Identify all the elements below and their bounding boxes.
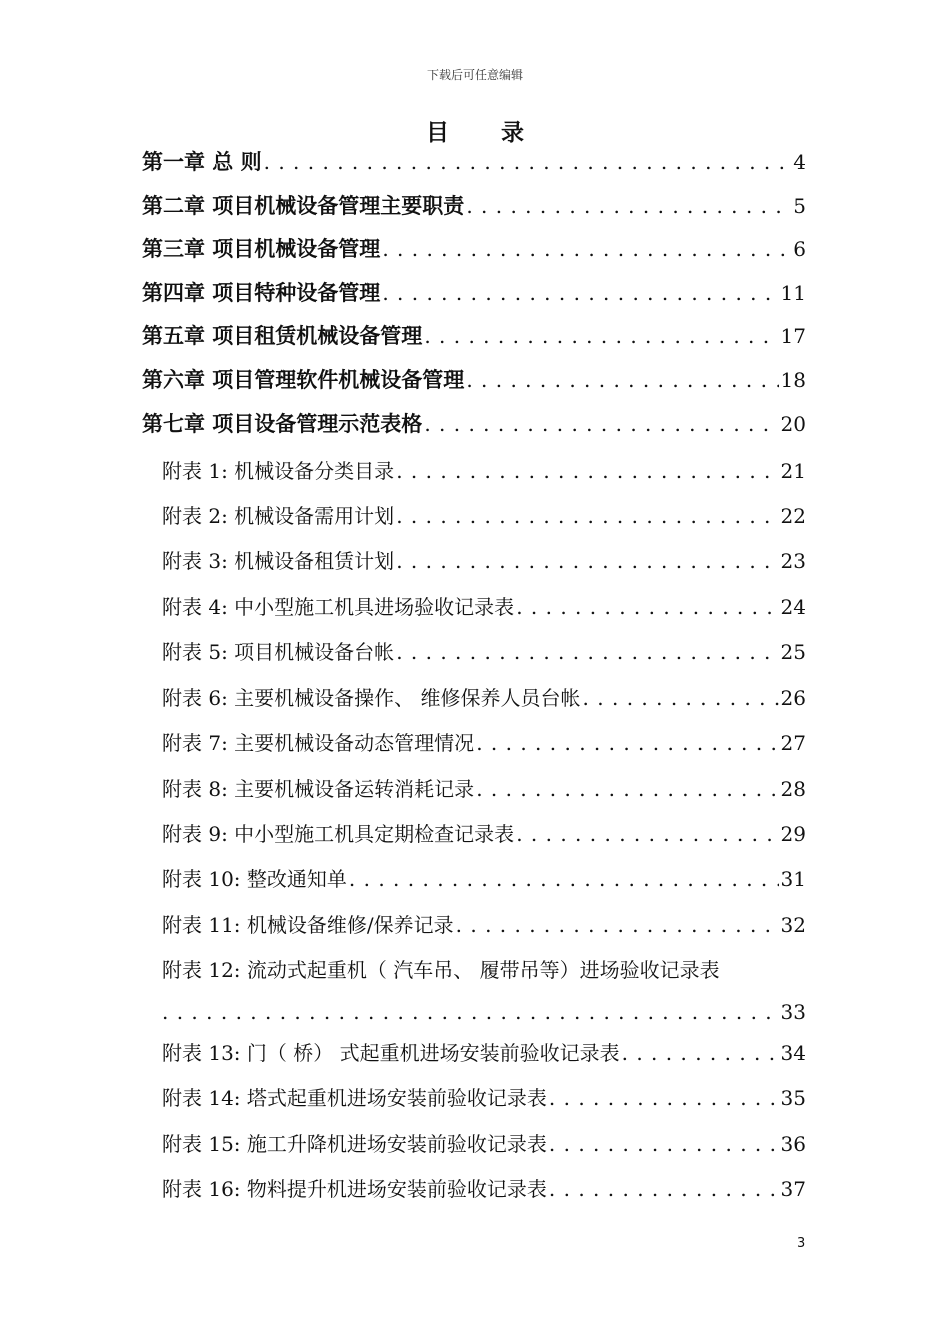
toc-entry-page: 34 <box>780 1041 806 1065</box>
toc-entry-appendix-16[interactable] <box>162 1173 806 1207</box>
dot-leader <box>622 1041 779 1065</box>
toc-entry-appendix-15[interactable] <box>162 1128 806 1162</box>
header-note: 下载后可任意编辑 <box>426 68 523 82</box>
dot-leader <box>396 504 778 528</box>
toc-entry-page: 32 <box>780 913 806 937</box>
toc-entry-chapter-7[interactable] <box>142 408 806 442</box>
toc-entry-label: 附表 12: 流动式起重机（ 汽车吊、 履带吊等）进场验收记录表 <box>162 958 720 982</box>
toc-entry-page: 20 <box>780 412 806 436</box>
toc-entry-page: 25 <box>780 640 806 664</box>
toc-entry-chapter-5[interactable] <box>142 320 806 354</box>
dot-leader <box>396 459 778 483</box>
dot-leader <box>466 368 778 392</box>
toc-entry-label: 附表 5: 项目机械设备台帐 <box>162 640 395 664</box>
dot-leader <box>549 1086 779 1110</box>
dot-leader <box>396 640 778 664</box>
toc-entry-label: 第五章 项目租赁机械设备管理 <box>142 324 423 348</box>
toc-entry-label: 附表 9: 中小型施工机具定期检查记录表 <box>162 822 515 846</box>
toc-entry-label: 第四章 项目特种设备管理 <box>142 281 381 305</box>
toc-entry-label: 附表 3: 机械设备租赁计划 <box>162 549 395 573</box>
toc-entry-label: 附表 8: 主要机械设备运转消耗记录 <box>162 777 475 801</box>
dot-leader <box>466 194 791 218</box>
dot-leader <box>424 324 778 348</box>
toc-entry-label: 附表 1: 机械设备分类目录 <box>162 459 395 483</box>
dot-leader <box>583 686 779 710</box>
toc-entry-label: 附表 4: 中小型施工机具进场验收记录表 <box>162 595 515 619</box>
toc-entry-chapter-6[interactable] <box>142 364 806 398</box>
dot-leader <box>162 1000 781 1024</box>
dot-leader <box>264 150 792 174</box>
toc-entry-appendix-7[interactable] <box>162 727 806 761</box>
toc-entry-label: 附表 6: 主要机械设备操作、 维修保养人员台帐 <box>162 686 581 710</box>
toc-entry-page: 24 <box>780 595 806 619</box>
dot-leader <box>396 549 778 573</box>
toc-entry-label: 附表 2: 机械设备需用计划 <box>162 504 395 528</box>
toc-entry-chapter-2[interactable] <box>142 190 806 224</box>
toc-entry-page: 18 <box>780 368 806 392</box>
toc-entry-appendix-13[interactable] <box>162 1037 806 1071</box>
toc-entry-page: 35 <box>780 1086 806 1110</box>
dot-leader <box>516 822 778 846</box>
toc-entry-label: 第一章 总 则 <box>142 150 262 174</box>
dot-leader <box>549 1132 779 1156</box>
toc-entry-page: 36 <box>780 1132 806 1156</box>
toc-entry-appendix-6[interactable] <box>162 682 806 716</box>
toc-entry-label: 附表 10: 整改通知单 <box>162 867 347 891</box>
dot-leader <box>349 867 779 891</box>
toc-entry-label: 第二章 项目机械设备管理主要职责 <box>142 194 465 218</box>
toc-entry-label: 第三章 项目机械设备管理 <box>142 237 381 261</box>
toc-entry-label: 第六章 项目管理软件机械设备管理 <box>142 368 465 392</box>
toc-entry-appendix-5[interactable] <box>162 636 806 670</box>
toc-entry-appendix-1[interactable] <box>162 455 806 489</box>
dot-leader <box>456 913 779 937</box>
toc-entry-page: 22 <box>780 504 806 528</box>
dot-leader <box>516 595 778 619</box>
toc-entry-label: 附表 7: 主要机械设备动态管理情况 <box>162 731 475 755</box>
toc-entry-appendix-10[interactable] <box>162 863 806 897</box>
toc-entry-label: 附表 15: 施工升降机进场安装前验收记录表 <box>162 1132 547 1156</box>
toc-entry-page: 6 <box>793 237 806 261</box>
dot-leader <box>424 412 778 436</box>
dot-leader <box>476 777 778 801</box>
dot-leader <box>382 237 791 261</box>
toc-entry-appendix-14[interactable] <box>162 1082 806 1116</box>
toc-entry-appendix-11[interactable] <box>162 909 806 943</box>
toc-entry-appendix-9[interactable] <box>162 818 806 852</box>
toc-title: 目 录 <box>425 120 546 146</box>
toc-entry-appendix-12[interactable] <box>162 954 806 1024</box>
toc-entry-page: 11 <box>780 281 806 305</box>
toc-entry-appendix-3[interactable] <box>162 545 806 579</box>
dot-leader <box>476 731 778 755</box>
toc-entry-label: 附表 11: 机械设备维修/保养记录 <box>162 913 454 937</box>
dot-leader <box>382 281 778 305</box>
toc-entry-chapter-3[interactable] <box>142 233 806 267</box>
dot-leader <box>549 1177 779 1201</box>
toc-entry-page: 21 <box>780 459 806 483</box>
toc-entry-page: 17 <box>780 324 806 348</box>
toc-entry-chapter-1[interactable] <box>142 146 806 180</box>
page-number: 3 <box>797 1236 806 1251</box>
toc-entry-label: 附表 13: 门（ 桥） 式起重机进场安装前验收记录表 <box>162 1041 620 1065</box>
toc-entry-page: 5 <box>793 194 806 218</box>
toc-entry-page: 23 <box>780 549 806 573</box>
toc-entry-page: 29 <box>780 822 806 846</box>
toc-entry-page: 28 <box>780 777 806 801</box>
toc-entry-label: 附表 14: 塔式起重机进场安装前验收记录表 <box>162 1086 547 1110</box>
toc-entry-appendix-2[interactable] <box>162 500 806 534</box>
toc-entry-label: 第七章 项目设备管理示范表格 <box>142 412 423 436</box>
toc-entry-page: 33 <box>780 1000 806 1024</box>
toc-entry-appendix-8[interactable] <box>162 773 806 807</box>
toc-entry-page: 37 <box>780 1177 806 1201</box>
toc-entry-page: 4 <box>793 150 806 174</box>
toc-entry-chapter-4[interactable] <box>142 277 806 311</box>
toc-entry-page: 27 <box>780 731 806 755</box>
toc-entry-page: 26 <box>780 686 806 710</box>
toc-entry-appendix-4[interactable] <box>162 591 806 625</box>
toc-entry-page: 31 <box>780 867 806 891</box>
toc-entry-label: 附表 16: 物料提升机进场安装前验收记录表 <box>162 1177 547 1201</box>
